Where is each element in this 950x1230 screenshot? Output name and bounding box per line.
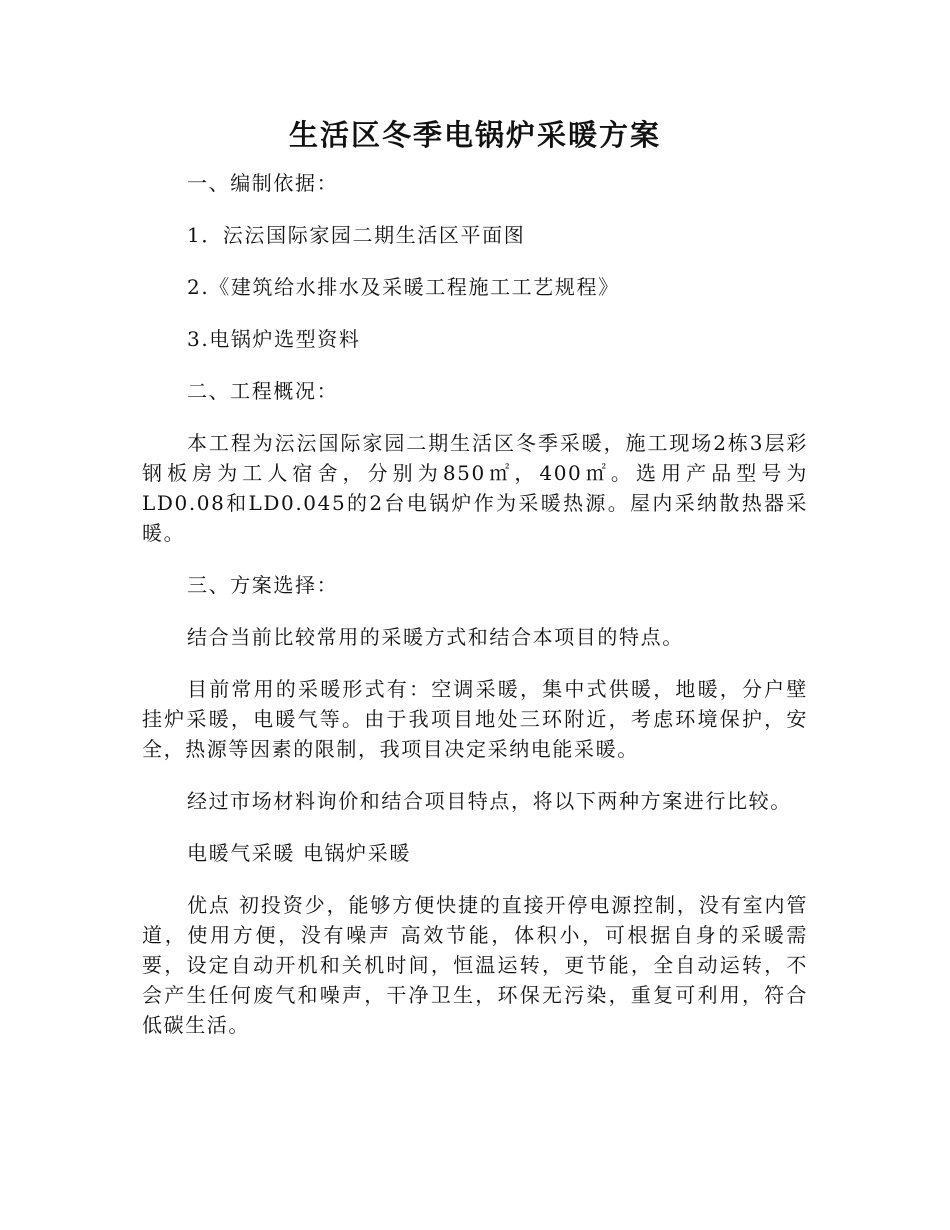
scheme-paragraph-3: 经过市场材料询价和结合项目特点，将以下两种方案进行比较。: [187, 789, 792, 813]
comparison-header: 电暖气采暖 电锅炉采暖: [187, 841, 411, 865]
document-body: [142, 168, 808, 1062]
scheme-paragraph-1: 结合当前比较常用的采暖方式和结合本项目的特点。: [187, 625, 684, 649]
overview-paragraph: 本工程为沄沄国际家园二期生活区冬季采暖，施工现场2栋3层彩钢板房为工人宿舍，分别为850㎡，400㎡。选用产品型号为LD0.08和LD0.045的2台电锅炉作为采暖热源。屋内采纳散热器采暖。: [142, 431, 808, 545]
basis-item-2: 2.《建筑给水排水及采暖工程施工工艺规程》: [187, 275, 620, 299]
scheme-paragraph-2: 目前常用的采暖形式有：空调采暖，集中式供暖，地暖，分户壁挂炉采暖，电暖气等。由于我项目地处三环附近，考虑环境保护，安全，热源等因素的限制，我项目决定采纳电能采暖。: [142, 677, 808, 761]
section-heading-overview: 二、工程概况：: [187, 379, 339, 403]
section-heading-scheme: 三、方案选择：: [187, 573, 339, 597]
section-heading-basis: 一、编制依据：: [187, 171, 339, 195]
document-title: 生活区冬季电锅炉采暖方案: [288, 118, 661, 152]
basis-item-1: 1．沄沄国际家园二期生活区平面图: [187, 223, 526, 247]
basis-item-3: 3.电锅炉选型资料: [187, 327, 361, 351]
comparison-advantages: 优点 初投资少，能够方便快捷的直接开停电源控制，没有室内管道，使用方便，没有噪声 高效节能，体积小，可根据自身的采暖需要，设定自动开机和关机时间，恒温运转，更节能，全自动运转，不会产生任何废气和噪声，干净卫生，环保无污染，重复可利用，符合低碳生活。: [142, 893, 808, 1037]
